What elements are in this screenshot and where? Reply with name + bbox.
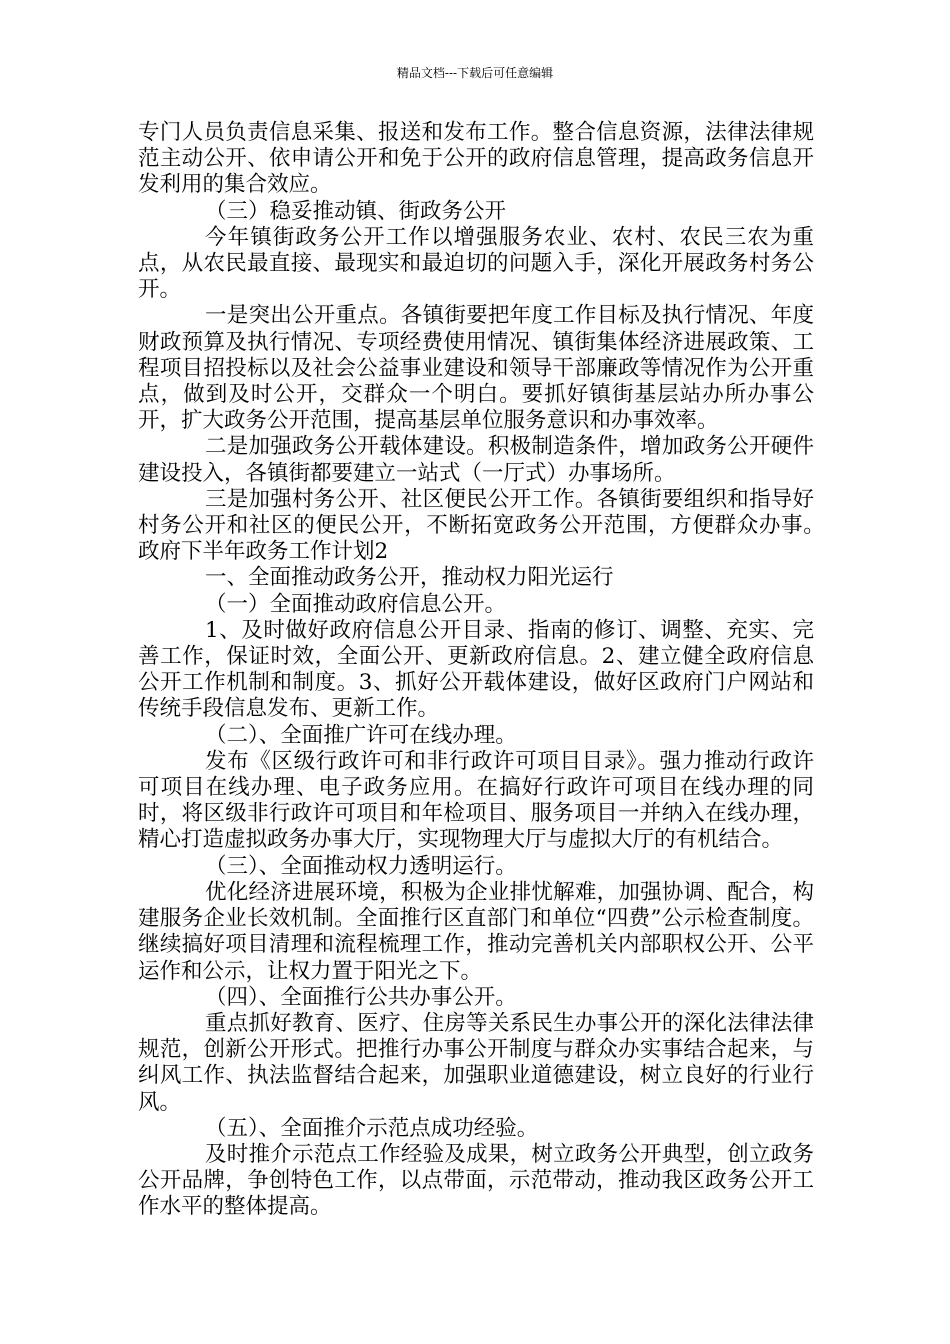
subsection-heading: （五）、全面推介示范点成功经验。 (205, 1115, 539, 1141)
paragraph: 1、及时做好政府信息公开目录、指南的修订、调整、充实、完善工作，保证时效，全面公开、更新政府信息。2、建立健全政府信息公开工作机制和制度。3、抓好公开载体建设，做好区政府门户网站和传统手段信息发布、更新工作。 (138, 617, 814, 722)
section-heading: 一、全面推动政务公开，推动权力阳光运行 (205, 565, 614, 591)
paragraph-continued: 专门人员负责信息采集、报送和发布工作。整合信息资源，法律法律规范主动公开、依申请公开和免于公开的政府信息管理，提高政务信息开发利用的集合效应。 (138, 120, 814, 198)
subsection-heading: （二）、全面推广许可在线办理。 (205, 722, 517, 748)
paragraph: 二是加强政务公开载体建设。积极制造条件，增加政务公开硬件建设投入，各镇街都要建立一站式（一厅式）办事场所。 (138, 434, 814, 486)
paragraph: 发布《区级行政许可和非行政许可项目目录》。强力推动行政许可项目在线办理、电子政务应用。在搞好行政许可项目在线办理的同时，将区级非行政许可项目和年检项目、服务项目一并纳入在线办理，精心打造虚拟政务办事大厅，实现物理大厅与虚拟大厅的有机结合。 (138, 748, 814, 853)
paragraph: 一是突出公开重点。各镇街要把年度工作目标及执行情况、年度财政预算及执行情况、专项经费使用情况、镇街集体经济进展政策、工程项目招投标以及社会公益事业建设和领导干部廉政等情况作为公开重点，做到及时公开，交群众一个明白。要抓好镇街基层站办所办事公开，扩大政务公开范围，提高基层单位服务意识和办事效率。 (138, 303, 814, 434)
section-heading: （三）稳妥推动镇、街政务公开 (205, 198, 507, 224)
paragraph: 重点抓好教育、医疗、住房等关系民生办事公开的深化法律法律规范，创新公开形式。把推行办事公开制度与群众办实事结合起来，与纠风工作、执法监督结合起来，加强职业道德建设，树立良好的行业行风。 (138, 1010, 814, 1115)
paragraph: 今年镇街政务公开工作以增强服务农业、农村、农民三农为重点，从农民最直接、最现实和最迫切的问题入手，深化开展政务村务公开。 (138, 224, 814, 303)
subsection-heading: （三）、全面推动权力透明运行。 (205, 853, 517, 879)
document-body (138, 120, 858, 1221)
paragraph: 优化经济进展环境，积极为企业排忧解难，加强协调、配合，构建服务企业长效机制。全面推行区直部门和单位“四费”公示检查制度。继续搞好项目清理和流程梳理工作，推动完善机关内部职权公开、公平运作和公示，让权力置于阳光之下。 (138, 879, 814, 984)
paragraph: 及时推介示范点工作经验及成果，树立政务公开典型，创立政务公开品牌，争创特色工作，以点带面，示范带动，推动我区政务公开工作水平的整体提高。 (138, 1141, 814, 1220)
paragraph: 三是加强村务公开、社区便民公开工作。各镇街要组织和指导好村务公开和社区的便民公开，不断拓宽政务公开范围，方便群众办事。 政府下半年政务工作计划2 (138, 486, 858, 565)
subsection-heading: （四）、全面推行公共办事公开。 (205, 984, 517, 1010)
subsection-heading: （一）全面推动政府信息公开。 (205, 591, 507, 617)
page-header: 精品文档---下载后可任意编辑 (396, 66, 554, 80)
